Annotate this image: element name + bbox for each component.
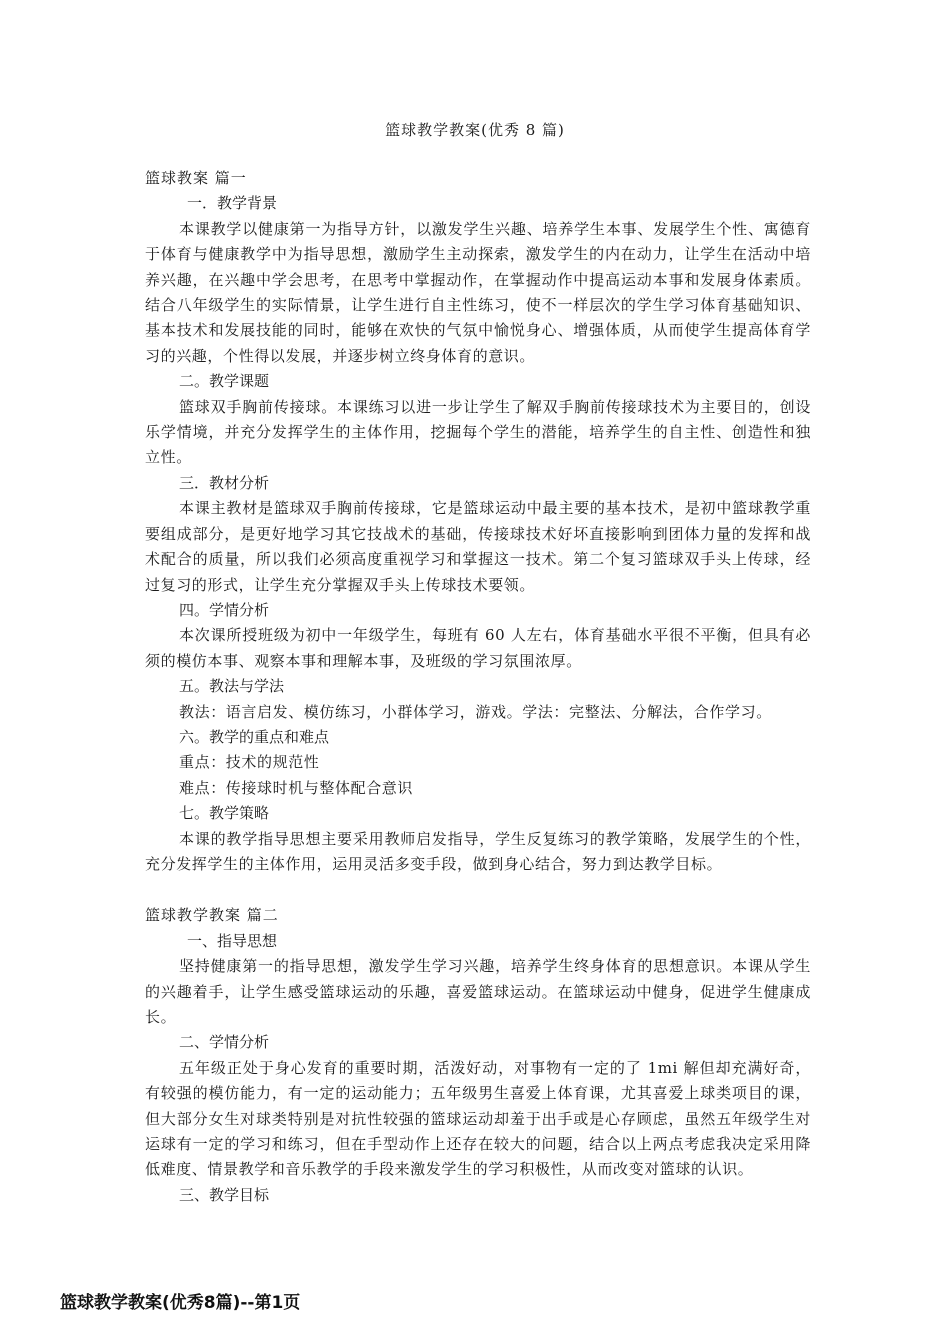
part2-section1-heading: 一、指导思想 — [187, 931, 278, 950]
part1-section3-body: 本课主教材是篮球双手胸前传接球，它是篮球运动中最主要的基本技术，是初中篮球教学重要组成部分，是更好地学习其它技战术的基础，传接球技术好坏直接影响到团体力量的发挥和战术配合的质量，所以我们必须高度重视学习和掌握这一技术。第二个复习篮球双手头上传球，经过复习的形式，让学生充分掌握双手头上传球技术要领。 — [145, 499, 811, 594]
part1-section6-difficulty: 难点：传接球时机与整体配合意识 — [179, 778, 414, 797]
part1-section6-heading: 六。教学的重点和难点 — [179, 727, 330, 746]
part1-section2-heading: 二。教学课题 — [179, 372, 270, 391]
section-spacer — [145, 877, 811, 903]
page-footer: 篮球教学教案(优秀8篇)--第1页 — [60, 1293, 301, 1313]
part1-section4-heading: 四。学情分析 — [179, 600, 270, 619]
part1-section1-heading: 一．教学背景 — [187, 194, 278, 213]
part2-section2-body: 五年级正处于身心发育的重要时期，活泼好动，对事物有一定的了 1mi 解但却充满好奇，有较强的模仿能力，有一定的运动能力；五年级男生喜爱上体育课，尤其喜爱上球类项目的课，但大部分女生对球类特别是对抗性较强的篮球运动却羞于出手或是心存顾虑，虽然五年级学生对运球有一定的学习和练习，但在手型动作上还存在较大的问题，结合以上两点考虑我决定采用降低难度、情景教学和音乐教学的手段来激发学生的学习积极性，从而改变对篮球的认识。 — [145, 1058, 811, 1179]
part1-section5-heading: 五。教法与学法 — [179, 677, 285, 696]
part2-section1-body: 坚持健康第一的指导思想，激发学生学习兴趣，培养学生终身体育的思想意识。本课从学生的兴趣着手，让学生感受篮球运动的乐趣，喜爱篮球运动。在篮球运动中健身，促进学生健康成长。 — [145, 957, 811, 1026]
part1-title: 篮球教案 篇一 — [145, 169, 247, 187]
part1-section5-body: 教法：语言启发、模仿练习，小群体学习，游戏。学法：完整法、分解法，合作学习。 — [179, 702, 772, 721]
document-body — [145, 166, 811, 1208]
part1-section4-body: 本次课所授班级为初中一年级学生，每班有 60 人左右，体育基础水平很不平衡，但具有必须的模仿本事、观察本事和理解本事，及班级的学习氛围浓厚。 — [145, 626, 811, 670]
part1-section3-heading: 三．教材分析 — [179, 473, 270, 492]
part1-section2-body: 篮球双手胸前传接球。本课练习以进一步让学生了解双手胸前传接球技术为主要目的，创设乐学情境，并充分发挥学生的主体作用，挖掘每个学生的潜能，培养学生的自主性、创造性和独立性。 — [145, 397, 811, 467]
part2-title: 篮球教学教案 篇二 — [145, 906, 279, 925]
document-title: 篮球教学教案(优秀 8 篇) — [385, 121, 565, 139]
part1-section6-key-point: 重点：技术的规范性 — [179, 753, 320, 772]
part1-section7-heading: 七。教学策略 — [179, 804, 270, 823]
part1-section7-body: 本课的教学指导思想主要采用教师启发指导，学生反复练习的教学策略，发展学生的个性，充分发挥学生的主体作用，运用灵活多变手段，做到身心结合，努力到达教学目标。 — [145, 829, 811, 873]
part2-section3-heading: 三、教学目标 — [179, 1185, 270, 1204]
part1-section1-body: 本课教学以健康第一为指导方针，以激发学生兴趣、培养学生本事、发展学生个性、寓德育于体育与健康教学中为指导思想，激励学生主动探索，激发学生的内在动力，让学生在活动中培养兴趣，在兴趣中学会思考，在思考中掌握动作，在掌握动作中提高运动本事和发展身体素质。结合八年级学生的实际情景，让学生进行自主性练习，使不一样层次的学生学习体育基础知识、基本技术和发展技能的同时，能够在欢快的气氛中愉悦身心、增强体质，从而使学生提高体育学习的兴趣，个性得以发展，并逐步树立终身体育的意识。 — [145, 219, 811, 365]
part2-section2-heading: 二、学情分析 — [179, 1033, 270, 1052]
